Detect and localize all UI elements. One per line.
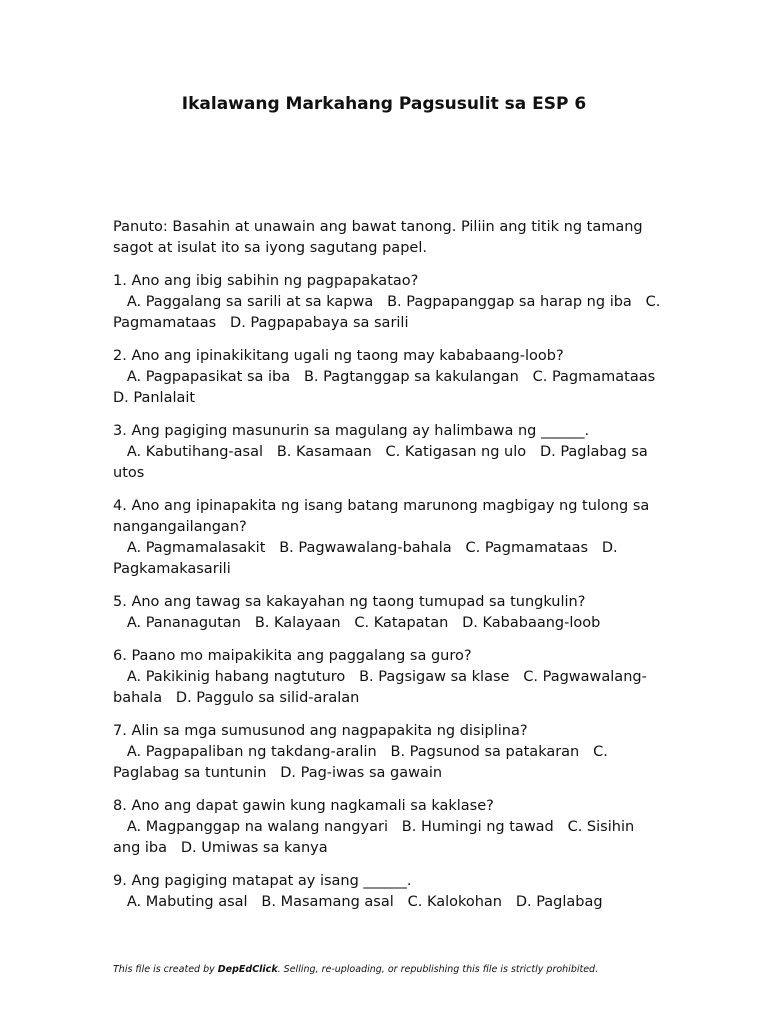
question-2 bbox=[113, 346, 669, 409]
instructions: Panuto: Basahin at unawain ang bawat tanong. Piliin ang titik ng tamang sagot at isulat ito sa iyong sagutang papel. bbox=[113, 219, 643, 256]
question-choices: A. Paggalang sa sarili at sa kapwa B. Pagpapanggap sa harap ng iba C. Pagmamataas D. Pagpapabaya sa sarili bbox=[113, 294, 665, 331]
question-choices: A. Pagpapaliban ng takdang-aralin B. Pagsunod sa patakaran C. Paglabag sa tuntunin D. Pag-iwas sa gawain bbox=[113, 744, 613, 781]
question-text: 3. Ang pagiging masunurin sa magulang ay halimbawa ng ______. bbox=[113, 423, 590, 439]
question-choices: A. Mabuting asal B. Masamang asal C. Kalokohan D. Paglabag bbox=[113, 894, 603, 910]
question-1 bbox=[113, 271, 665, 334]
question-text: 9. Ang pagiging matapat ay isang ______. bbox=[113, 873, 412, 889]
document-body bbox=[113, 217, 669, 925]
question-choices: A. Magpanggap na walang nangyari B. Humingi ng tawad C. Sisihin ang iba D. Umiwas sa kanya bbox=[113, 819, 639, 856]
question-text: 5. Ano ang tawag sa kakayahan ng taong tumupad sa tungkulin? bbox=[113, 594, 586, 610]
footer-suffix: . Selling, re-uploading, or republishing this file is strictly prohibited. bbox=[277, 964, 599, 975]
question-text: 2. Ano ang ipinakikitang ugali ng taong may kababaang-loob? bbox=[113, 348, 564, 364]
question-6 bbox=[113, 646, 661, 709]
footer-prefix: This file is created by bbox=[113, 964, 218, 975]
question-choices: A. Pagmamalasakit B. Pagwawalang-bahala C. Pagmamataas D. Pagkamakasarili bbox=[113, 540, 623, 577]
question-8 bbox=[113, 796, 661, 859]
footer-brand: DepEdClick bbox=[217, 964, 278, 975]
question-9 bbox=[113, 871, 661, 913]
question-text: 4. Ano ang ipinapakita ng isang batang marunong magbigay ng tulong sa nangangailangan? bbox=[113, 498, 650, 535]
question-choices: A. Pagpapasikat sa iba B. Pagtanggap sa kakulangan C. Pagmamataas D. Panlalait bbox=[113, 369, 669, 406]
footer-notice bbox=[113, 963, 713, 977]
question-choices: A. Pananagutan B. Kalayaan C. Katapatan D. Kababaang-loob bbox=[113, 615, 601, 631]
question-4 bbox=[113, 496, 661, 580]
question-choices: A. Kabutihang-asal B. Kasamaan C. Katigasan ng ulo D. Paglabag sa utos bbox=[113, 444, 653, 481]
question-text: 1. Ano ang ibig sabihin ng pagpapakatao? bbox=[113, 273, 419, 289]
question-text: 8. Ano ang dapat gawin kung nagkamali sa kaklase? bbox=[113, 798, 494, 814]
question-3 bbox=[113, 421, 661, 484]
question-text: 6. Paano mo maipakikita ang paggalang sa guro? bbox=[113, 648, 472, 664]
question-7 bbox=[113, 721, 661, 784]
document-title: Ikalawang Markahang Pagsusulit sa ESP 6 bbox=[181, 94, 587, 114]
question-choices: A. Pakikinig habang nagtuturo B. Pagsigaw sa klase C. Pagwawalang-bahala D. Paggulo sa silid-aralan bbox=[113, 669, 647, 706]
question-text: 7. Alin sa mga sumusunod ang nagpapakita ng disiplina? bbox=[113, 723, 528, 739]
question-5 bbox=[113, 592, 661, 634]
